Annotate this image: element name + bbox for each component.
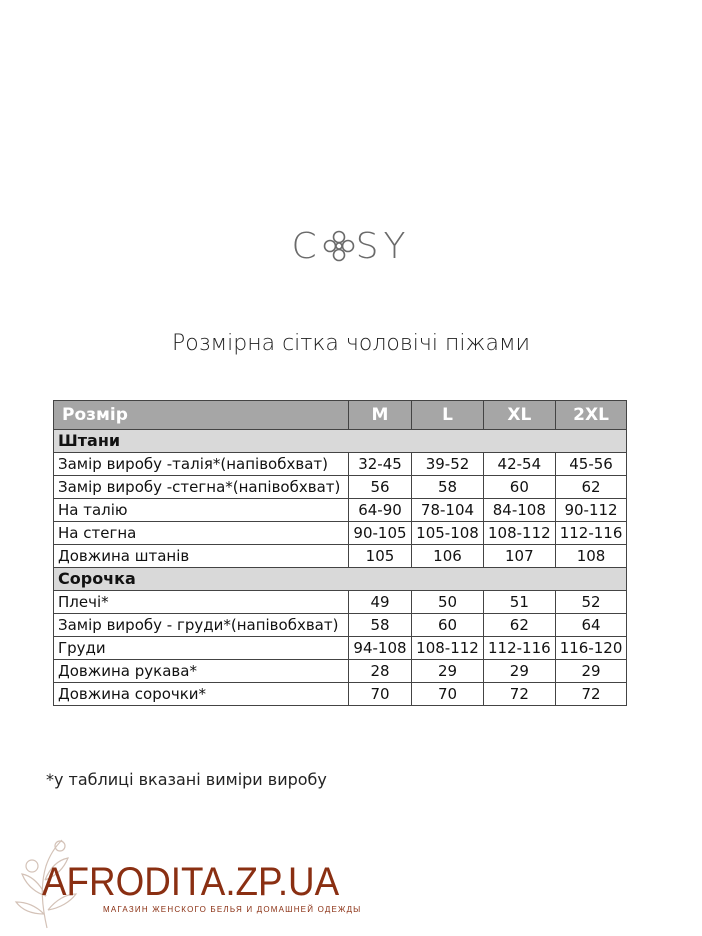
measurement-value: 64 <box>555 614 627 637</box>
measurement-label: На талію <box>54 499 349 522</box>
measurement-label: На стегна <box>54 522 349 545</box>
measurement-value: 50 <box>412 591 484 614</box>
measurement-value: 51 <box>484 591 556 614</box>
header-size-label: Розмір <box>54 401 349 430</box>
measurement-label: Довжина рукава* <box>54 660 349 683</box>
measurement-label: Замір виробу -стегна*(напівобхват) <box>54 476 349 499</box>
table-row <box>54 476 627 499</box>
measurement-label: Груди <box>54 637 349 660</box>
measurement-value: 112-116 <box>484 637 556 660</box>
watermark-tagline: МАГАЗИН ЖЕНСКОГО БЕЛЬЯ И ДОМАШНЕЙ ОДЕЖДЫ <box>103 905 362 914</box>
table-row <box>54 637 627 660</box>
section-title: Сорочка <box>54 568 627 591</box>
table-row <box>54 522 627 545</box>
measurement-value: 29 <box>484 660 556 683</box>
measurement-value: 32-45 <box>349 453 412 476</box>
table-row <box>54 453 627 476</box>
measurement-value: 72 <box>555 683 627 706</box>
measurement-value: 90-105 <box>349 522 412 545</box>
flower-icon <box>322 229 356 263</box>
measurement-value: 70 <box>412 683 484 706</box>
table-row <box>54 591 627 614</box>
measurement-value: 29 <box>412 660 484 683</box>
measurement-value: 62 <box>484 614 556 637</box>
header-size-m: M <box>349 401 412 430</box>
brand-logo-right: SY <box>355 226 411 267</box>
measurement-value: 29 <box>555 660 627 683</box>
measurement-value: 106 <box>412 545 484 568</box>
measurement-value: 49 <box>349 591 412 614</box>
measurement-value: 56 <box>349 476 412 499</box>
measurement-value: 72 <box>484 683 556 706</box>
measurement-value: 62 <box>555 476 627 499</box>
measurement-value: 108 <box>555 545 627 568</box>
measurement-label: Замір виробу - груди*(напівобхват) <box>54 614 349 637</box>
measurement-value: 84-108 <box>484 499 556 522</box>
measurement-value: 52 <box>555 591 627 614</box>
size-table <box>53 400 627 706</box>
measurement-label: Замір виробу -талія*(напівобхват) <box>54 453 349 476</box>
measurement-label: Плечі* <box>54 591 349 614</box>
measurement-value: 108-112 <box>412 637 484 660</box>
measurement-value: 112-116 <box>555 522 627 545</box>
table-row <box>54 683 627 706</box>
header-size-2xl: 2XL <box>555 401 627 430</box>
measurement-value: 39-52 <box>412 453 484 476</box>
table-row <box>54 660 627 683</box>
table-row <box>54 614 627 637</box>
measurement-label: Довжина штанів <box>54 545 349 568</box>
measurement-value: 58 <box>412 476 484 499</box>
measurement-value: 45-56 <box>555 453 627 476</box>
measurement-value: 60 <box>484 476 556 499</box>
header-size-l: L <box>412 401 484 430</box>
watermark-logo: AFRODITA.ZP.UA <box>42 860 340 904</box>
table-row <box>54 499 627 522</box>
page-title: Розмірна сітка чоловічі піжами <box>171 331 531 356</box>
section-row <box>54 430 627 453</box>
measurement-value: 78-104 <box>412 499 484 522</box>
measurement-value: 64-90 <box>349 499 412 522</box>
measurement-value: 42-54 <box>484 453 556 476</box>
measurement-value: 105-108 <box>412 522 484 545</box>
measurement-label: Довжина сорочки* <box>54 683 349 706</box>
measurement-value: 107 <box>484 545 556 568</box>
measurement-value: 70 <box>349 683 412 706</box>
section-row <box>54 568 627 591</box>
measurement-value: 60 <box>412 614 484 637</box>
brand-logo <box>0 226 702 267</box>
footnote: *у таблиці вказані виміри виробу <box>46 770 327 789</box>
table-row <box>54 545 627 568</box>
table-header-row <box>54 401 627 430</box>
measurement-value: 116-120 <box>555 637 627 660</box>
measurement-value: 58 <box>349 614 412 637</box>
measurement-value: 94-108 <box>349 637 412 660</box>
section-title: Штани <box>54 430 627 453</box>
brand-logo-left: C <box>291 226 322 267</box>
measurement-value: 90-112 <box>555 499 627 522</box>
header-size-xl: XL <box>484 401 556 430</box>
measurement-value: 105 <box>349 545 412 568</box>
measurement-value: 108-112 <box>484 522 556 545</box>
measurement-value: 28 <box>349 660 412 683</box>
